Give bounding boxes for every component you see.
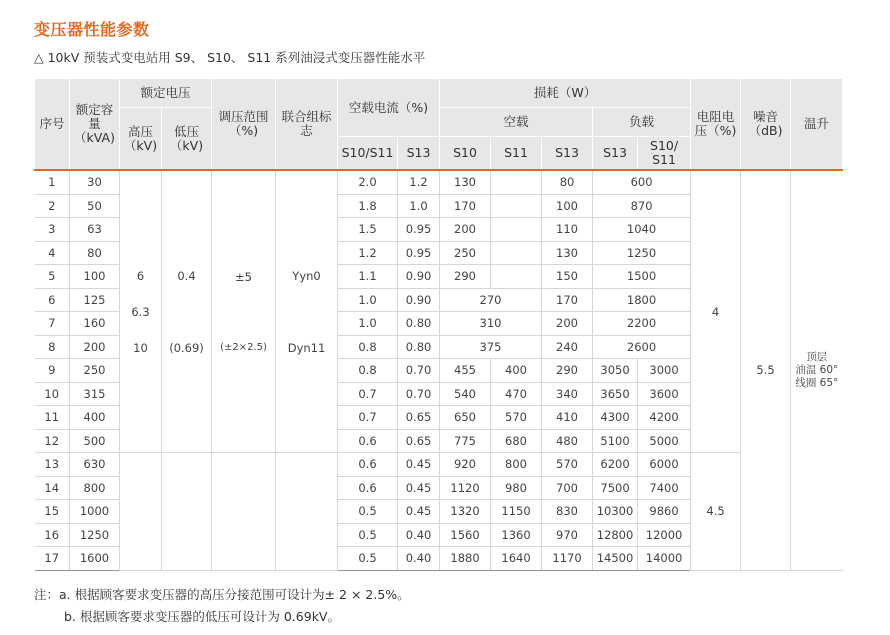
cell-seq: 11 xyxy=(35,406,70,430)
cell-noload-s13: 130 xyxy=(542,241,593,265)
cell-noload-s11: 570 xyxy=(491,406,542,430)
cell-capacity: 250 xyxy=(70,359,120,383)
cell-current-s10s11: 0.5 xyxy=(338,547,398,571)
cell-capacity: 630 xyxy=(70,453,120,477)
cell-lv-blank xyxy=(162,453,212,571)
cell-lv xyxy=(162,170,212,453)
header-loss: 损耗（W） xyxy=(440,79,691,108)
merged-value: (±2×2.5) xyxy=(220,342,267,353)
header-s10-noload: S10 xyxy=(440,137,491,171)
cell-noload-s13: 200 xyxy=(542,312,593,336)
cell-noload-s13: 80 xyxy=(542,170,593,194)
cell-capacity: 63 xyxy=(70,218,120,242)
cell-noload-s13: 700 xyxy=(542,476,593,500)
merged-value: 顶层 xyxy=(806,350,828,363)
header-noise: 噪音（dB) xyxy=(741,79,791,171)
header-s10s11-current: S10/S11 xyxy=(338,137,398,171)
cell-current-s10s11: 0.6 xyxy=(338,476,398,500)
cell-noload-s11 xyxy=(491,194,542,218)
header-s11-noload: S11 xyxy=(491,137,542,171)
cell-noload-s11: 400 xyxy=(491,359,542,383)
cell-seq: 6 xyxy=(35,288,70,312)
cell-noload-s13: 480 xyxy=(542,429,593,453)
cell-noload-s11: 470 xyxy=(491,382,542,406)
cell-current-s10s11: 1.0 xyxy=(338,312,398,336)
header-s13-current: S13 xyxy=(398,137,440,171)
header-load-loss: 负载 xyxy=(593,108,691,137)
cell-load: 870 xyxy=(593,194,691,218)
cell-current-s13: 0.45 xyxy=(398,500,440,524)
cell-capacity: 125 xyxy=(70,288,120,312)
cell-noload-s13: 110 xyxy=(542,218,593,242)
header-s13-load: S13 xyxy=(593,137,638,171)
cell-current-s13: 0.65 xyxy=(398,406,440,430)
cell-current-s10s11: 2.0 xyxy=(338,170,398,194)
cell-seq: 4 xyxy=(35,241,70,265)
header-seq: 序号 xyxy=(35,79,70,171)
cell-capacity: 1250 xyxy=(70,523,120,547)
cell-load-s10s11: 4200 xyxy=(638,406,691,430)
cell-load: 1250 xyxy=(593,241,691,265)
cell-load-s13: 6200 xyxy=(593,453,638,477)
cell-current-s10s11: 0.7 xyxy=(338,406,398,430)
cell-current-s10s11: 1.8 xyxy=(338,194,398,218)
cell-current-s10s11: 0.5 xyxy=(338,500,398,524)
cell-current-s13: 1.2 xyxy=(398,170,440,194)
header-s10s11-load: S10/ S11 xyxy=(638,137,691,171)
table-row xyxy=(35,453,843,477)
cell-noload-s13: 830 xyxy=(542,500,593,524)
cell-connection xyxy=(276,170,338,453)
header-capacity: 额定容量（kVA) xyxy=(70,79,120,171)
cell-capacity: 30 xyxy=(70,170,120,194)
cell-load: 2200 xyxy=(593,312,691,336)
cell-current-s13: 0.65 xyxy=(398,429,440,453)
cell-noload-s11: 980 xyxy=(491,476,542,500)
cell-capacity: 315 xyxy=(70,382,120,406)
cell-load-s10s11: 6000 xyxy=(638,453,691,477)
cell-current-s13: 0.80 xyxy=(398,312,440,336)
cell-noload-s13: 290 xyxy=(542,359,593,383)
merged-value: ±5 xyxy=(235,270,252,284)
header-connection: 联合组标志 xyxy=(276,79,338,171)
cell-noload-s13: 340 xyxy=(542,382,593,406)
merged-value: 油温 60° xyxy=(795,363,839,376)
cell-noload-s10: 170 xyxy=(440,194,491,218)
table-caption: △ 10kV 预装式变电站用 S9、 S10、 S11 系列油浸式变压器性能水平 xyxy=(34,50,426,65)
cell-capacity: 100 xyxy=(70,265,120,289)
cell-seq: 1 xyxy=(35,170,70,194)
cell-noload-s10s11: 375 xyxy=(440,335,542,359)
cell-seq: 2 xyxy=(35,194,70,218)
cell-noload-s10: 1880 xyxy=(440,547,491,571)
cell-noload-s10: 130 xyxy=(440,170,491,194)
cell-impedance: 4 xyxy=(691,170,741,453)
header-s13-noload: S13 xyxy=(542,137,593,171)
cell-current-s10s11: 1.0 xyxy=(338,288,398,312)
cell-capacity: 50 xyxy=(70,194,120,218)
cell-load-s10s11: 12000 xyxy=(638,523,691,547)
header-tap-range: 调压范围（%) xyxy=(212,79,276,171)
cell-current-s13: 0.70 xyxy=(398,359,440,383)
cell-noload-s11: 680 xyxy=(491,429,542,453)
cell-tap xyxy=(212,170,276,453)
cell-noload-s11 xyxy=(491,241,542,265)
merged-value: Dyn11 xyxy=(287,340,326,355)
cell-current-s13: 0.45 xyxy=(398,476,440,500)
cell-noload-s11: 1360 xyxy=(491,523,542,547)
header-temp-rise: 温升 xyxy=(791,79,843,171)
cell-seq: 13 xyxy=(35,453,70,477)
cell-capacity: 1000 xyxy=(70,500,120,524)
header-no-load-current: 空载电流（%) xyxy=(338,79,440,137)
cell-noload-s10s11: 310 xyxy=(440,312,542,336)
cell-seq: 3 xyxy=(35,218,70,242)
cell-capacity: 400 xyxy=(70,406,120,430)
table-body xyxy=(35,170,843,570)
cell-load-s10s11: 5000 xyxy=(638,429,691,453)
cell-load: 600 xyxy=(593,170,691,194)
cell-load-s13: 3050 xyxy=(593,359,638,383)
cell-current-s10s11: 1.1 xyxy=(338,265,398,289)
cell-capacity: 500 xyxy=(70,429,120,453)
cell-seq: 17 xyxy=(35,547,70,571)
page-title: 变压器性能参数 xyxy=(34,20,150,39)
merged-value: 6 xyxy=(136,268,145,283)
cell-capacity: 80 xyxy=(70,241,120,265)
cell-seq: 7 xyxy=(35,312,70,336)
cell-noload-s10: 920 xyxy=(440,453,491,477)
cell-capacity: 1600 xyxy=(70,547,120,571)
cell-temp-rise xyxy=(791,170,843,570)
cell-current-s10s11: 1.5 xyxy=(338,218,398,242)
cell-current-s13: 0.70 xyxy=(398,382,440,406)
footnote-a: 注：a. 根据顾客要求变压器的高压分接范围可设计为± 2 × 2.5%。 xyxy=(34,587,410,602)
cell-noload-s10: 1320 xyxy=(440,500,491,524)
cell-capacity: 160 xyxy=(70,312,120,336)
footnotes xyxy=(34,584,410,628)
footnote-b: b. 根据顾客要求变压器的低压可设计为 0.69kV。 xyxy=(64,609,340,624)
cell-noload-s10: 455 xyxy=(440,359,491,383)
cell-noload-s10: 650 xyxy=(440,406,491,430)
cell-load-s13: 10300 xyxy=(593,500,638,524)
cell-noload-s10s11: 270 xyxy=(440,288,542,312)
cell-hv-blank xyxy=(120,453,162,571)
cell-noload-s13: 240 xyxy=(542,335,593,359)
cell-noload-s10: 1560 xyxy=(440,523,491,547)
cell-connection-blank xyxy=(276,453,338,571)
cell-noload-s13: 170 xyxy=(542,288,593,312)
header-hv: 高压（kV) xyxy=(120,108,162,171)
cell-noload-s13: 570 xyxy=(542,453,593,477)
cell-impedance-b: 4.5 xyxy=(691,453,741,571)
cell-current-s13: 0.40 xyxy=(398,547,440,571)
cell-load-s13: 5100 xyxy=(593,429,638,453)
cell-noload-s13: 1170 xyxy=(542,547,593,571)
cell-current-s13: 0.80 xyxy=(398,335,440,359)
cell-current-s13: 0.90 xyxy=(398,265,440,289)
cell-load: 1500 xyxy=(593,265,691,289)
cell-current-s10s11: 0.6 xyxy=(338,429,398,453)
cell-noload-s13: 100 xyxy=(542,194,593,218)
cell-load: 2600 xyxy=(593,335,691,359)
cell-noload-s10: 540 xyxy=(440,382,491,406)
cell-capacity: 200 xyxy=(70,335,120,359)
table-row xyxy=(35,170,843,194)
cell-load: 1040 xyxy=(593,218,691,242)
cell-current-s10s11: 0.8 xyxy=(338,359,398,383)
cell-noload-s10: 290 xyxy=(440,265,491,289)
cell-load-s10s11: 3000 xyxy=(638,359,691,383)
cell-noload-s11: 800 xyxy=(491,453,542,477)
cell-noload-s13: 970 xyxy=(542,523,593,547)
cell-noload-s11: 1150 xyxy=(491,500,542,524)
cell-current-s13: 0.95 xyxy=(398,241,440,265)
cell-noload-s11 xyxy=(491,218,542,242)
cell-load-s13: 12800 xyxy=(593,523,638,547)
merged-value: Yyn0 xyxy=(292,268,321,283)
table-header xyxy=(35,79,843,171)
cell-hv xyxy=(120,170,162,453)
merged-value: 10 xyxy=(133,340,148,355)
cell-capacity: 800 xyxy=(70,476,120,500)
merged-value: (0.69) xyxy=(169,340,204,355)
cell-load-s13: 14500 xyxy=(593,547,638,571)
merged-value: 0.4 xyxy=(177,268,196,283)
cell-current-s10s11: 0.5 xyxy=(338,523,398,547)
spec-table xyxy=(34,78,843,571)
cell-current-s13: 0.40 xyxy=(398,523,440,547)
cell-load-s13: 4300 xyxy=(593,406,638,430)
cell-noload-s11: 1640 xyxy=(491,547,542,571)
cell-seq: 15 xyxy=(35,500,70,524)
cell-seq: 5 xyxy=(35,265,70,289)
cell-noload-s11 xyxy=(491,170,542,194)
header-lv: 低压（kV) xyxy=(162,108,212,171)
cell-load-s13: 7500 xyxy=(593,476,638,500)
cell-noise: 5.5 xyxy=(741,170,791,570)
cell-seq: 10 xyxy=(35,382,70,406)
cell-tap-blank xyxy=(212,453,276,571)
merged-value: 6.3 xyxy=(131,304,150,319)
cell-seq: 16 xyxy=(35,523,70,547)
cell-noload-s10: 1120 xyxy=(440,476,491,500)
cell-load-s10s11: 3600 xyxy=(638,382,691,406)
cell-noload-s10: 250 xyxy=(440,241,491,265)
cell-current-s13: 0.45 xyxy=(398,453,440,477)
cell-noload-s13: 150 xyxy=(542,265,593,289)
cell-noload-s10: 200 xyxy=(440,218,491,242)
cell-noload-s11 xyxy=(491,265,542,289)
cell-load-s13: 3650 xyxy=(593,382,638,406)
cell-load: 1800 xyxy=(593,288,691,312)
cell-current-s13: 1.0 xyxy=(398,194,440,218)
cell-current-s10s11: 1.2 xyxy=(338,241,398,265)
cell-seq: 14 xyxy=(35,476,70,500)
cell-load-s10s11: 9860 xyxy=(638,500,691,524)
cell-current-s13: 0.95 xyxy=(398,218,440,242)
header-impedance: 电阻电压（%) xyxy=(691,79,741,171)
header-no-load-loss: 空载 xyxy=(440,108,593,137)
cell-seq: 12 xyxy=(35,429,70,453)
cell-load-s10s11: 14000 xyxy=(638,547,691,571)
header-rated-voltage: 额定电压 xyxy=(120,79,212,108)
cell-current-s10s11: 0.8 xyxy=(338,335,398,359)
cell-seq: 8 xyxy=(35,335,70,359)
cell-current-s10s11: 0.6 xyxy=(338,453,398,477)
cell-current-s13: 0.90 xyxy=(398,288,440,312)
cell-noload-s10: 775 xyxy=(440,429,491,453)
cell-noload-s13: 410 xyxy=(542,406,593,430)
cell-seq: 9 xyxy=(35,359,70,383)
cell-current-s10s11: 0.7 xyxy=(338,382,398,406)
cell-load-s10s11: 7400 xyxy=(638,476,691,500)
merged-value: 线圈 65° xyxy=(795,376,839,389)
